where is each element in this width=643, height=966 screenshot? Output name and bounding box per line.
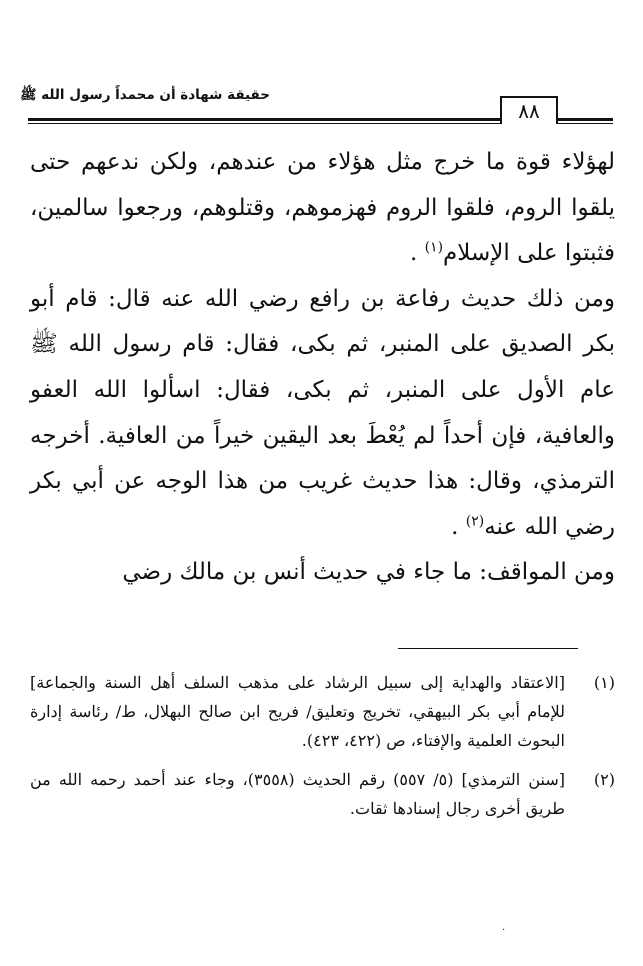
footnote-item xyxy=(30,668,615,755)
footnote-text: [سنن الترمذي] (٥/ ٥٥٧) رقم الحديث (٣٥٥٨)، وجاء عند أحمد رحمه الله من طريق أخرى رجال إسنادها ثقات. xyxy=(30,770,565,818)
paragraph xyxy=(30,140,615,277)
paragraph xyxy=(30,277,615,551)
footnote-number: (٢) xyxy=(593,770,615,789)
running-header-title: حقيقة شهادة أن محمداً رسول الله ﷺ xyxy=(20,87,270,103)
paragraph-end: . xyxy=(409,240,418,267)
paragraph-text: ومن ذلك حديث رفاعة بن رافع رضي الله عنه قال: قام أبو بكر الصديق على المنبر، ثم بكى، فقال: قام رسول الله ﷺ عام الأول على المنبر، ثم بكى، فقال: اسألوا الله العفو والعافية، فإن أحداً لم يُعْطَ بعد اليقين خيراً من العافية. أخرجه الترمذي، وقال: هذا حديث غريب من هذا الوجه عن أبي بكر رضي الله عنه xyxy=(30,285,615,540)
page-number: ٨٨ xyxy=(500,96,558,124)
footnote-number: (١) xyxy=(593,673,615,692)
main-text xyxy=(30,140,615,596)
paragraph-text: لهؤلاء قوة ما خرج مثل هؤلاء من عندهم، ولكن ندعهم حتى يلقوا الروم، فلقوا الروم فهزموهم، وقتلوهم، ورجعوا سالمين، فثبتوا على الإسلام xyxy=(30,149,615,267)
paragraph-end: . xyxy=(451,513,459,540)
paragraph xyxy=(30,550,615,596)
footnote-ref: (٢) xyxy=(465,513,485,530)
paragraph-text: ومن المواقف: ما جاء في حديث أنس بن مالك رضي xyxy=(122,559,615,586)
footnotes xyxy=(30,668,615,833)
page-mark: . xyxy=(502,922,506,933)
footnote-separator xyxy=(398,648,578,649)
footnote-item xyxy=(30,765,615,823)
footnote-ref: (١) xyxy=(424,239,444,256)
footnote-text: [الاعتقاد والهداية إلى سبيل الرشاد على مذهب السلف أهل السنة والجماعة] للإمام أبي بكر البيهقي، تخريج وتعليق/ فريح ابن صالح البهلال، ط/ رئاسة إدارة البحوث العلمية والإفتاء، ص (٤٢٢، ٤٢٣). xyxy=(30,673,565,750)
